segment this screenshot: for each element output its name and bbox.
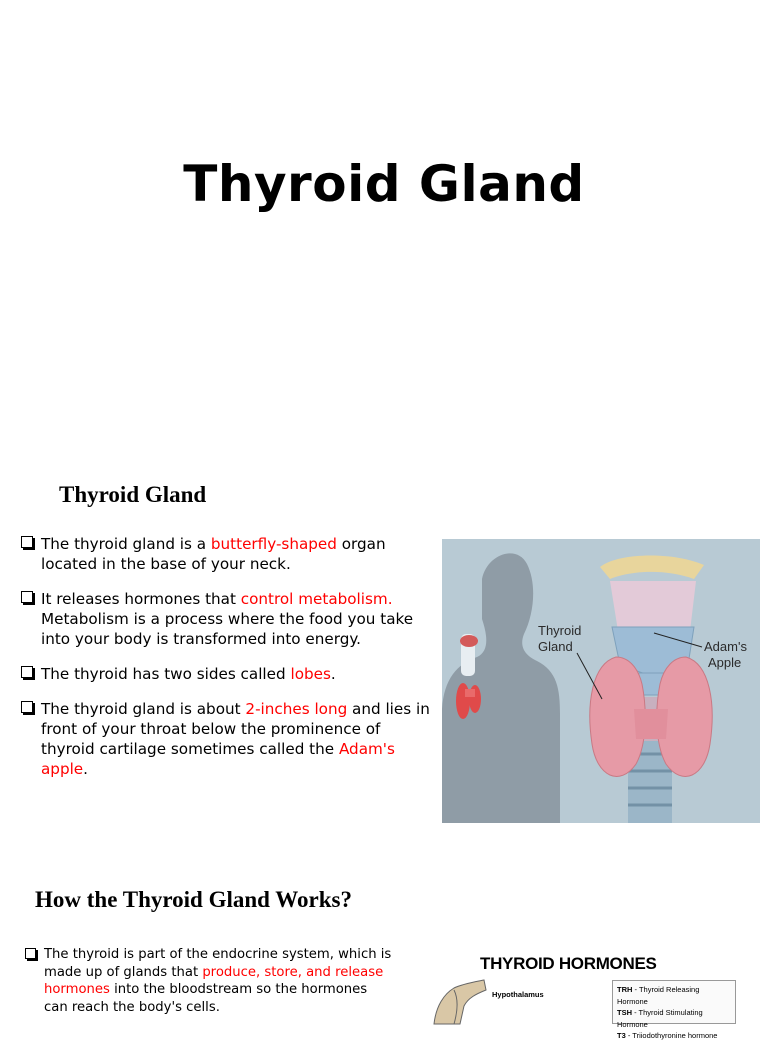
checkbox-bullet-icon bbox=[21, 701, 33, 713]
label-adams-apple-1: Adam's bbox=[704, 639, 747, 654]
thyroid-illustration bbox=[442, 539, 760, 823]
thyroid-isthmus bbox=[634, 709, 668, 739]
brain-icon bbox=[424, 976, 494, 1024]
bullet-item bbox=[24, 946, 394, 1016]
slide-title: Thyroid Gland bbox=[59, 482, 207, 507]
bullet-text: . bbox=[83, 760, 88, 778]
label-adams-apple-2: Apple bbox=[708, 655, 742, 670]
label-thyroid-gland-1: Thyroid bbox=[538, 623, 582, 638]
bullet-item bbox=[20, 589, 430, 649]
thyroid-hormones-figure bbox=[420, 950, 768, 1040]
highlighted-text: produce, store, and release hormones bbox=[44, 964, 384, 997]
larynx bbox=[610, 581, 696, 631]
hormone-desc: - Triiodothyronine hormone bbox=[625, 1031, 718, 1040]
bullet-text: into the bloodstream so the hormones can reach the body's cells. bbox=[44, 982, 368, 1015]
bullet-text: The thyroid gland is about bbox=[41, 700, 246, 718]
checkbox-bullet-icon bbox=[21, 536, 33, 548]
legend-row bbox=[617, 1007, 731, 1030]
page-title: Thyroid Gland bbox=[183, 155, 585, 213]
bullet-text: . bbox=[330, 665, 336, 683]
highlighted-text: butterfly-shaped bbox=[210, 535, 337, 553]
bullet-text: The thyroid has two sides called bbox=[41, 665, 291, 683]
label-thyroid-gland-2: Gland bbox=[538, 639, 573, 654]
highlighted-text: Adam's apple bbox=[41, 740, 395, 778]
bullet-text: Metabolism is a process where the food you take into your body is transformed into energy. bbox=[41, 610, 414, 648]
thyroid-overview-slide bbox=[0, 440, 768, 860]
highlighted-text: 2-inches long bbox=[245, 700, 348, 718]
bullet-text: and lies in front of your throat below the prominence of thyroid cartilage sometimes called the bbox=[41, 700, 430, 758]
bullet-list bbox=[20, 534, 430, 794]
bullet-text: The thyroid gland is a bbox=[41, 535, 211, 553]
title-slide bbox=[0, 0, 768, 440]
hormone-abbr: TRH bbox=[617, 985, 633, 994]
hormone-legend bbox=[612, 980, 736, 1040]
hypothalamus-label: Hypothalamus bbox=[492, 990, 544, 999]
bullet-text: It releases hormones that bbox=[41, 590, 241, 608]
checkbox-bullet-icon bbox=[21, 666, 33, 678]
highlighted-text: control metabolism. bbox=[240, 590, 393, 608]
how-it-works-slide bbox=[0, 860, 768, 1040]
checkbox-bullet-icon bbox=[21, 591, 33, 603]
legend-row bbox=[617, 984, 731, 1007]
hormone-desc: - Thyroid Releasing Hormone bbox=[617, 985, 700, 1006]
hormones-title: THYROID HORMONES bbox=[480, 954, 657, 973]
bullet-text: The thyroid is part of the endocrine system, which is made up of glands that bbox=[44, 947, 392, 980]
hormone-abbr: TSH bbox=[617, 1008, 632, 1017]
checkbox-bullet-icon bbox=[25, 948, 36, 959]
hormone-desc: - Thyroid Stimulating Hormone bbox=[617, 1008, 703, 1029]
bullet-list bbox=[24, 946, 394, 1016]
bullet-item bbox=[20, 664, 430, 684]
bullet-item bbox=[20, 534, 430, 574]
bullet-item bbox=[20, 699, 430, 779]
hormone-abbr: T3 bbox=[617, 1031, 626, 1040]
highlighted-text: lobes bbox=[290, 665, 331, 683]
legend-row bbox=[617, 1030, 731, 1042]
slide-title: How the Thyroid Gland Works? bbox=[35, 887, 352, 912]
bullet-text: organ located in the base of your neck. bbox=[41, 535, 386, 573]
